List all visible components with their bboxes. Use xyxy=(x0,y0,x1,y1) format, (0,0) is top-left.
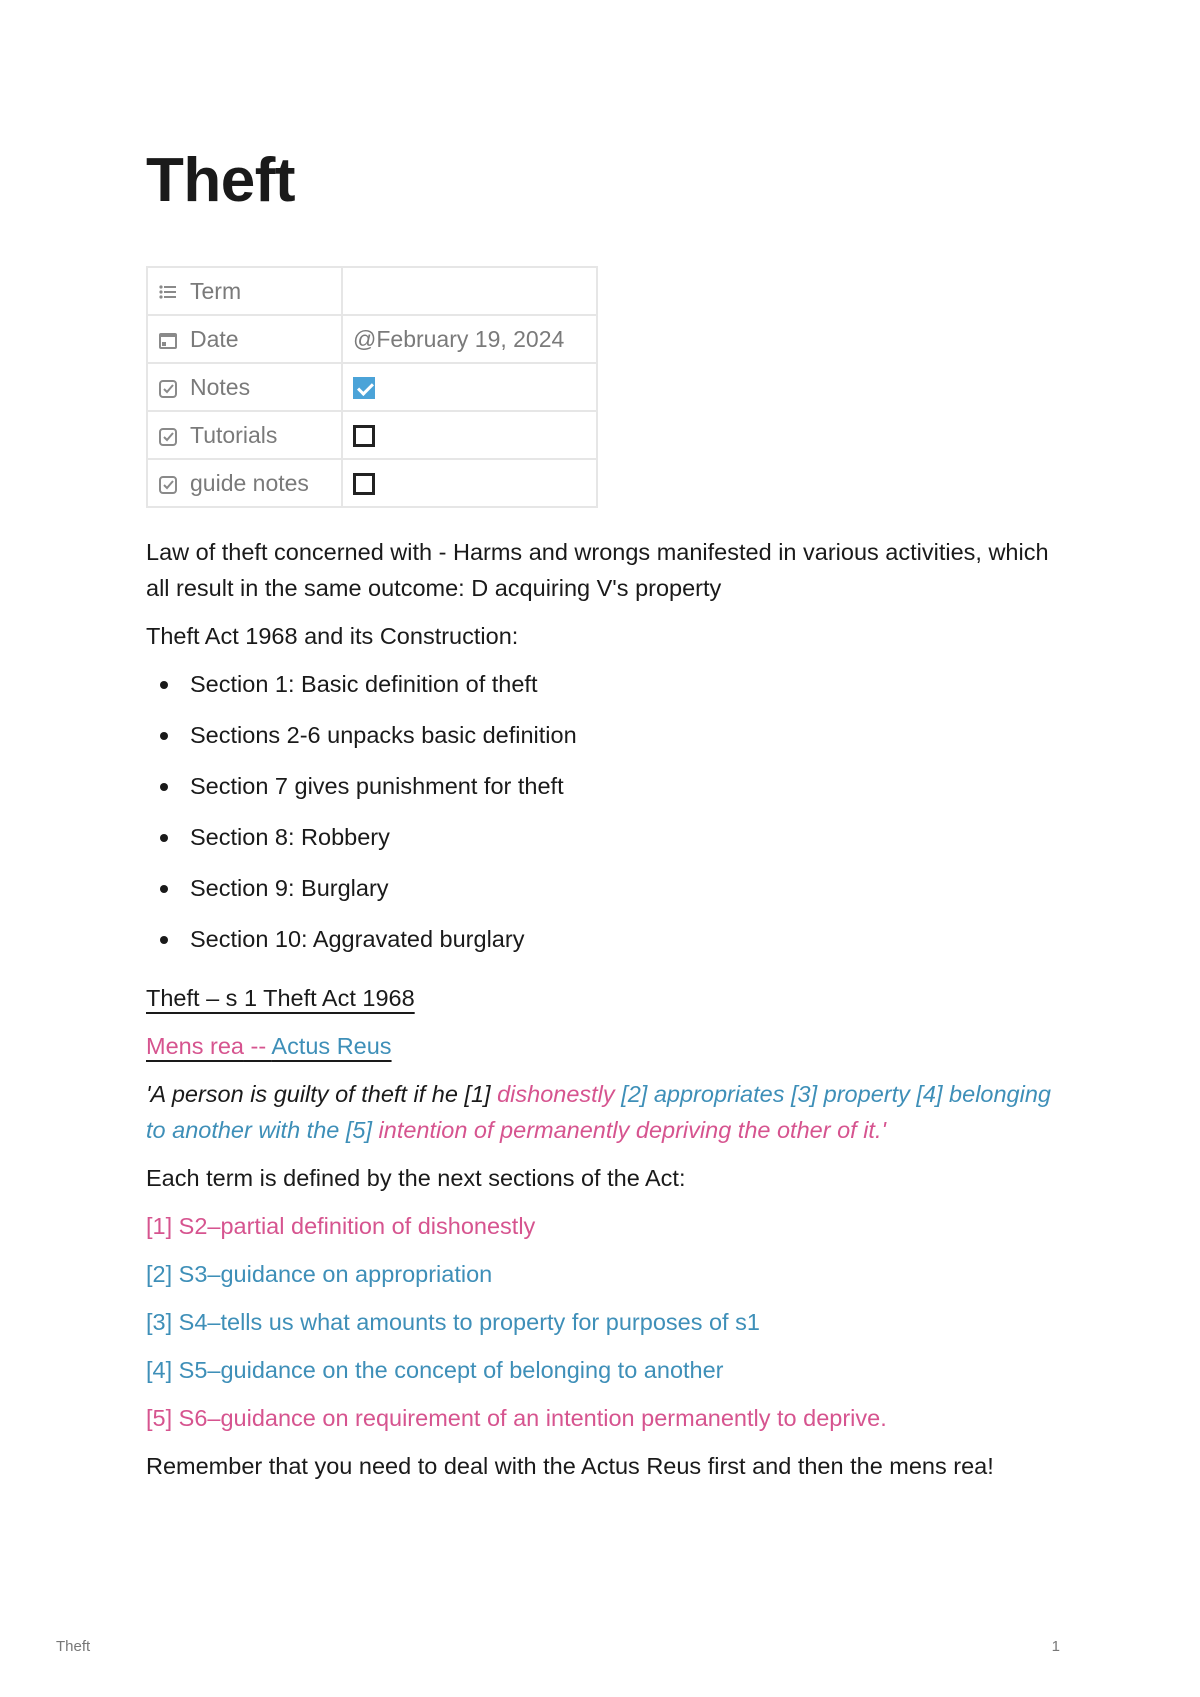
list-item: Section 1: Basic definition of theft xyxy=(146,666,1066,717)
separator: -- xyxy=(243,1033,272,1059)
act-heading: Theft Act 1968 and its Construction: xyxy=(146,623,519,649)
property-row-date xyxy=(147,315,597,363)
calendar-icon xyxy=(158,330,178,350)
list-icon xyxy=(158,282,178,302)
checkbox-icon xyxy=(158,426,178,446)
property-row-guide-notes xyxy=(147,459,597,507)
list-item: Section 8: Robbery xyxy=(146,819,1066,870)
list-item: Section 7 gives punishment for theft xyxy=(146,768,1066,819)
theft-definition-quote: 'A person is guilty of theft if he [1] dishonestly [2] appropriates [3] property [4] belonging to another with the [5] intention of permanently depriving the other of it.' xyxy=(146,1081,1051,1143)
property-key: Date xyxy=(190,325,239,352)
property-key: Term xyxy=(190,277,242,304)
properties-table xyxy=(146,266,598,508)
guide-notes-checkbox[interactable] xyxy=(353,473,375,495)
property-row-notes xyxy=(147,363,597,411)
list-item: Section 10: Aggravated burglary xyxy=(146,921,1066,972)
checkbox-icon xyxy=(158,378,178,398)
property-value-date[interactable]: @February 19, 2024 xyxy=(342,315,597,363)
intro-paragraph: Law of theft concerned with - Harms and wrongs manifested in various activities, which all result in the same outcome: D acquiring V's property xyxy=(146,539,1049,601)
property-key: Tutorials xyxy=(190,421,278,448)
actus-reus-label: Actus Reus xyxy=(271,1033,392,1059)
property-row-term xyxy=(147,267,597,315)
reference-item: [4] S5–guidance on the concept of belonging to another xyxy=(146,1357,724,1383)
list-item: Sections 2-6 unpacks basic definition xyxy=(146,717,1066,768)
checkbox-icon xyxy=(158,474,178,494)
reference-item: [3] S4–tells us what amounts to property for purposes of s1 xyxy=(146,1309,760,1335)
footer-title: Theft xyxy=(56,1638,91,1655)
page-title: Theft xyxy=(146,146,296,215)
section-references xyxy=(146,1208,1066,1436)
page-number: 1 xyxy=(1051,1638,1060,1655)
theft-heading: Theft – s 1 Theft Act 1968 xyxy=(146,985,415,1011)
property-key: guide notes xyxy=(190,469,309,496)
mens-rea-label: Mens rea xyxy=(146,1033,244,1059)
tutorials-checkbox[interactable] xyxy=(353,425,375,447)
property-row-tutorials xyxy=(147,411,597,459)
each-term-paragraph: Each term is defined by the next sections of the Act: xyxy=(146,1165,686,1191)
property-value-term[interactable] xyxy=(342,267,597,315)
remember-paragraph: Remember that you need to deal with the Actus Reus first and then the mens rea! xyxy=(146,1453,994,1479)
property-key: Notes xyxy=(190,373,251,400)
reference-item: [1] S2–partial definition of dishonestly xyxy=(146,1213,536,1239)
reference-item: [5] S6–guidance on requirement of an intention permanently to deprive. xyxy=(146,1405,887,1431)
notes-checkbox[interactable] xyxy=(353,377,375,399)
reference-item: [2] S3–guidance on appropriation xyxy=(146,1261,493,1287)
sections-list xyxy=(146,666,1066,972)
page-content xyxy=(146,534,1066,1496)
mens-rea-actus-reus-heading xyxy=(146,1028,1066,1064)
list-item: Section 9: Burglary xyxy=(146,870,1066,921)
